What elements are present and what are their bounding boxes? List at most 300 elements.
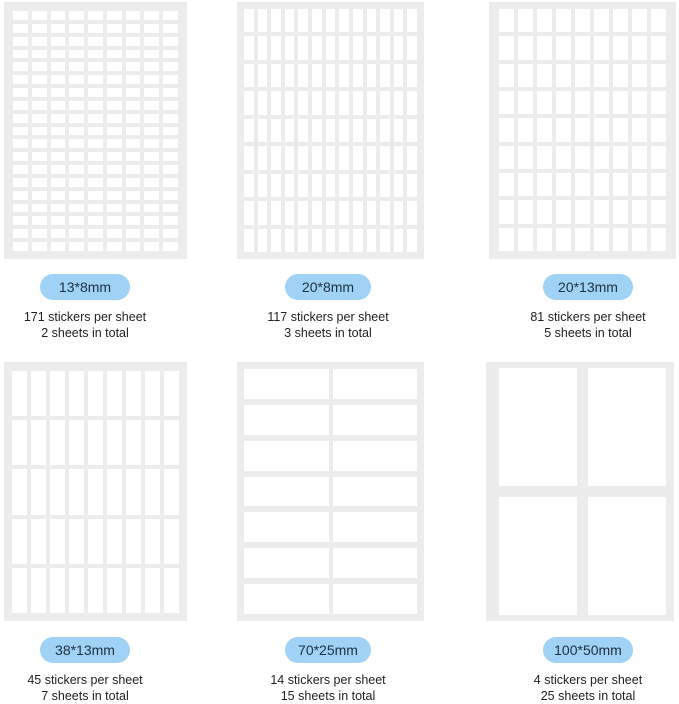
sticker-label bbox=[518, 228, 533, 251]
sticker-label bbox=[145, 371, 160, 416]
sticker-label bbox=[51, 24, 66, 33]
sticker-label bbox=[144, 165, 159, 174]
sticker-label bbox=[556, 36, 571, 59]
sticker-label bbox=[144, 24, 159, 33]
sticker-label bbox=[537, 36, 552, 59]
sticker-label bbox=[107, 127, 122, 136]
sticker-label bbox=[244, 9, 254, 32]
sticker-label bbox=[107, 139, 122, 148]
sticker-label bbox=[380, 229, 390, 252]
sticker-label bbox=[271, 229, 281, 252]
stickers-per-sheet-text: 45 stickers per sheet bbox=[27, 673, 143, 687]
sticker-label bbox=[407, 201, 417, 224]
sticker-label bbox=[88, 24, 103, 33]
sticker-label bbox=[326, 36, 336, 59]
sticker-label bbox=[144, 11, 159, 20]
sticker-label bbox=[271, 201, 281, 224]
sticker-label bbox=[594, 36, 609, 59]
sticker-label bbox=[88, 114, 103, 123]
sticker-label bbox=[594, 9, 609, 32]
sticker-label bbox=[126, 62, 141, 71]
sticker-label bbox=[13, 62, 28, 71]
sticker-label bbox=[69, 62, 84, 71]
sticker-label bbox=[88, 62, 103, 71]
sticker-label bbox=[107, 50, 122, 59]
sticker-label bbox=[163, 204, 178, 213]
sticker-label bbox=[632, 91, 647, 114]
sticker-label bbox=[380, 174, 390, 197]
sticker-label bbox=[163, 216, 178, 225]
sticker-label bbox=[69, 139, 84, 148]
sticker-label bbox=[407, 36, 417, 59]
sticker-label bbox=[69, 75, 84, 84]
sticker-label bbox=[271, 119, 281, 142]
sticker-label bbox=[298, 229, 308, 252]
sticker-label bbox=[69, 50, 84, 59]
sticker-label bbox=[333, 512, 418, 542]
sticker-label bbox=[88, 420, 103, 465]
sticker-label bbox=[51, 62, 66, 71]
sticker-label bbox=[107, 568, 122, 613]
sticker-label bbox=[88, 165, 103, 174]
sticker-label bbox=[518, 173, 533, 196]
sticker-label bbox=[518, 146, 533, 169]
sticker-label bbox=[285, 119, 295, 142]
sheets-in-total-text: 5 sheets in total bbox=[544, 326, 632, 340]
sticker-label bbox=[298, 91, 308, 114]
sticker-label bbox=[13, 178, 28, 187]
sticker-label bbox=[499, 91, 514, 114]
sticker-label bbox=[353, 9, 363, 32]
sticker-label bbox=[50, 519, 65, 564]
sticker-label bbox=[144, 191, 159, 200]
sticker-label bbox=[163, 178, 178, 187]
sticker-label bbox=[651, 91, 666, 114]
sticker-label bbox=[353, 64, 363, 87]
sticker-label bbox=[163, 50, 178, 59]
sticker-label bbox=[394, 64, 404, 87]
sticker-label bbox=[258, 201, 268, 224]
sticker-label bbox=[353, 36, 363, 59]
sticker-label bbox=[537, 173, 552, 196]
sticker-label bbox=[298, 9, 308, 32]
size-badge-20x8: 20*8mm bbox=[285, 274, 371, 300]
sticker-label bbox=[12, 469, 27, 514]
sticker-label bbox=[333, 369, 418, 399]
sticker-label bbox=[537, 146, 552, 169]
sticker-label bbox=[69, 216, 84, 225]
sticker-label bbox=[144, 242, 159, 251]
sticker-label bbox=[339, 146, 349, 169]
sticker-label bbox=[575, 173, 590, 196]
sticker-label bbox=[144, 139, 159, 148]
sticker-label bbox=[88, 469, 103, 514]
sticker-label bbox=[367, 91, 377, 114]
sticker-label bbox=[537, 91, 552, 114]
sticker-label bbox=[380, 36, 390, 59]
sticker-label bbox=[126, 191, 141, 200]
sticker-label bbox=[298, 146, 308, 169]
sticker-label bbox=[326, 229, 336, 252]
sticker-label bbox=[88, 191, 103, 200]
sticker-label bbox=[32, 127, 47, 136]
sticker-label bbox=[12, 371, 27, 416]
sticker-label bbox=[326, 91, 336, 114]
sticker-label bbox=[126, 101, 141, 110]
sticker-label bbox=[69, 11, 84, 20]
sticker-label bbox=[107, 62, 122, 71]
sticker-label bbox=[144, 229, 159, 238]
sticker-label bbox=[126, 114, 141, 123]
sticker-label bbox=[69, 229, 84, 238]
sticker-label bbox=[632, 173, 647, 196]
size-badge-100x50: 100*50mm bbox=[543, 637, 633, 663]
sticker-label bbox=[32, 204, 47, 213]
sticker-label bbox=[144, 50, 159, 59]
sticker-label bbox=[632, 36, 647, 59]
sticker-label bbox=[244, 405, 329, 435]
sticker-label bbox=[69, 24, 84, 33]
sticker-label bbox=[244, 477, 329, 507]
sticker-label bbox=[126, 152, 141, 161]
sticker-label bbox=[126, 139, 141, 148]
sticker-label bbox=[394, 229, 404, 252]
sticker-label bbox=[107, 114, 122, 123]
sticker-label bbox=[126, 242, 141, 251]
sticker-label bbox=[258, 91, 268, 114]
sticker-label bbox=[107, 11, 122, 20]
sticker-label bbox=[51, 50, 66, 59]
sticker-label bbox=[326, 64, 336, 87]
caption-70x25 bbox=[215, 672, 441, 704]
sticker-label bbox=[339, 64, 349, 87]
sheets-in-total-text: 15 sheets in total bbox=[280, 689, 376, 703]
sticker-label bbox=[556, 118, 571, 141]
sticker-label bbox=[537, 64, 552, 87]
sticker-label bbox=[51, 88, 66, 97]
sticker-label bbox=[339, 36, 349, 59]
sticker-label bbox=[32, 11, 47, 20]
sticker-label bbox=[32, 152, 47, 161]
sticker-label bbox=[31, 519, 46, 564]
sticker-label bbox=[594, 228, 609, 251]
sticker-label bbox=[556, 146, 571, 169]
sticker-label bbox=[32, 229, 47, 238]
sticker-label bbox=[575, 9, 590, 32]
sticker-label bbox=[50, 420, 65, 465]
sticker-label bbox=[144, 75, 159, 84]
sticker-label bbox=[144, 178, 159, 187]
sticker-label bbox=[326, 201, 336, 224]
sticker-label bbox=[88, 127, 103, 136]
sticker-label bbox=[144, 62, 159, 71]
sticker-label bbox=[271, 146, 281, 169]
sticker-label bbox=[163, 165, 178, 174]
sticker-label bbox=[13, 75, 28, 84]
sticker-label bbox=[163, 62, 178, 71]
sticker-label bbox=[353, 229, 363, 252]
sticker-label bbox=[88, 37, 103, 46]
sticker-label bbox=[244, 91, 254, 114]
sticker-label bbox=[13, 37, 28, 46]
caption-13x8 bbox=[0, 309, 198, 341]
sticker-label bbox=[651, 228, 666, 251]
sticker-label bbox=[88, 568, 103, 613]
sticker-label bbox=[126, 420, 141, 465]
sticker-label bbox=[339, 229, 349, 252]
sticker-label bbox=[163, 24, 178, 33]
sticker-label bbox=[575, 64, 590, 87]
sticker-label bbox=[394, 201, 404, 224]
sticker-label bbox=[556, 173, 571, 196]
sticker-label bbox=[339, 119, 349, 142]
sticker-label bbox=[163, 191, 178, 200]
sticker-label bbox=[588, 497, 666, 615]
sticker-label bbox=[164, 420, 179, 465]
sticker-label bbox=[594, 118, 609, 141]
stickers-per-sheet-text: 117 stickers per sheet bbox=[267, 310, 389, 324]
sticker-label bbox=[499, 200, 514, 223]
sticker-label bbox=[518, 64, 533, 87]
caption-20x13 bbox=[475, 309, 679, 341]
sticker-label bbox=[126, 165, 141, 174]
sticker-label bbox=[499, 368, 577, 486]
sticker-label bbox=[32, 62, 47, 71]
sticker-label bbox=[613, 173, 628, 196]
sticker-label bbox=[107, 229, 122, 238]
sticker-label bbox=[258, 119, 268, 142]
sticker-label bbox=[244, 229, 254, 252]
sticker-label bbox=[88, 229, 103, 238]
sticker-label bbox=[285, 174, 295, 197]
sticker-label bbox=[339, 91, 349, 114]
sticker-label bbox=[380, 91, 390, 114]
sticker-label bbox=[32, 88, 47, 97]
sticker-label bbox=[632, 228, 647, 251]
sticker-label bbox=[613, 118, 628, 141]
sticker-label bbox=[13, 50, 28, 59]
sticker-label bbox=[163, 37, 178, 46]
sticker-label bbox=[32, 101, 47, 110]
stickers-per-sheet-text: 14 stickers per sheet bbox=[270, 673, 386, 687]
sticker-label bbox=[126, 11, 141, 20]
sticker-label bbox=[126, 75, 141, 84]
sticker-label bbox=[32, 37, 47, 46]
sticker-label bbox=[312, 36, 322, 59]
sticker-label bbox=[258, 64, 268, 87]
stickers-per-sheet-text: 81 stickers per sheet bbox=[530, 310, 646, 324]
sticker-label bbox=[499, 36, 514, 59]
sticker-label bbox=[88, 139, 103, 148]
sticker-label bbox=[13, 204, 28, 213]
sticker-label bbox=[651, 146, 666, 169]
sticker-label bbox=[13, 139, 28, 148]
sticker-label bbox=[164, 469, 179, 514]
size-badge-13x8: 13*8mm bbox=[40, 274, 130, 300]
sticker-label bbox=[407, 229, 417, 252]
sticker-label bbox=[312, 119, 322, 142]
sticker-label bbox=[107, 178, 122, 187]
sticker-sheet-38x13 bbox=[4, 362, 187, 621]
sticker-label bbox=[50, 469, 65, 514]
sticker-label bbox=[613, 9, 628, 32]
sticker-label bbox=[258, 36, 268, 59]
sticker-label bbox=[394, 146, 404, 169]
sticker-label bbox=[407, 91, 417, 114]
sticker-label bbox=[333, 584, 418, 614]
sticker-label bbox=[380, 64, 390, 87]
sticker-label bbox=[13, 229, 28, 238]
sticker-label bbox=[145, 469, 160, 514]
sticker-label bbox=[163, 242, 178, 251]
sticker-label bbox=[69, 152, 84, 161]
sticker-label bbox=[367, 36, 377, 59]
sticker-label bbox=[69, 88, 84, 97]
sheets-in-total-text: 2 sheets in total bbox=[41, 326, 129, 340]
sticker-label bbox=[613, 64, 628, 87]
sticker-label bbox=[518, 118, 533, 141]
sticker-label bbox=[575, 200, 590, 223]
sticker-label bbox=[88, 519, 103, 564]
sticker-label bbox=[69, 519, 84, 564]
sticker-label bbox=[271, 174, 281, 197]
sticker-label bbox=[51, 101, 66, 110]
sticker-label bbox=[312, 91, 322, 114]
sticker-label bbox=[13, 216, 28, 225]
sticker-label bbox=[88, 50, 103, 59]
sticker-label bbox=[271, 36, 281, 59]
sticker-label bbox=[107, 420, 122, 465]
sticker-label bbox=[518, 36, 533, 59]
sticker-label bbox=[394, 174, 404, 197]
sticker-label bbox=[88, 178, 103, 187]
sticker-label bbox=[51, 75, 66, 84]
sticker-label bbox=[407, 9, 417, 32]
sticker-label bbox=[367, 9, 377, 32]
sticker-label bbox=[107, 469, 122, 514]
caption-20x8 bbox=[215, 309, 441, 341]
sticker-sheet-100x50 bbox=[486, 362, 674, 621]
sticker-label bbox=[556, 64, 571, 87]
size-badge-20x13: 20*13mm bbox=[543, 274, 633, 300]
sticker-label bbox=[164, 568, 179, 613]
sticker-label bbox=[594, 173, 609, 196]
sticker-label bbox=[367, 174, 377, 197]
sticker-label bbox=[298, 119, 308, 142]
sticker-label bbox=[50, 371, 65, 416]
sticker-label bbox=[107, 216, 122, 225]
sticker-label bbox=[51, 127, 66, 136]
sticker-label bbox=[244, 201, 254, 224]
sticker-label bbox=[394, 119, 404, 142]
sticker-label bbox=[258, 174, 268, 197]
sticker-label bbox=[380, 201, 390, 224]
sticker-label bbox=[145, 519, 160, 564]
sticker-label bbox=[588, 368, 666, 486]
caption-38x13 bbox=[0, 672, 198, 704]
sheets-in-total-text: 3 sheets in total bbox=[284, 326, 372, 340]
sticker-label bbox=[258, 229, 268, 252]
sticker-label bbox=[88, 11, 103, 20]
sticker-label bbox=[285, 36, 295, 59]
sticker-label bbox=[163, 101, 178, 110]
sticker-label bbox=[144, 127, 159, 136]
sticker-label bbox=[88, 204, 103, 213]
sticker-label bbox=[575, 36, 590, 59]
sticker-label bbox=[69, 420, 84, 465]
sticker-sheet-20x8 bbox=[237, 2, 424, 259]
sticker-label bbox=[51, 242, 66, 251]
sticker-label bbox=[333, 405, 418, 435]
sticker-label bbox=[575, 146, 590, 169]
sticker-label bbox=[163, 127, 178, 136]
sticker-label bbox=[13, 24, 28, 33]
sticker-label bbox=[556, 9, 571, 32]
sticker-label bbox=[69, 242, 84, 251]
sticker-label bbox=[244, 369, 329, 399]
sticker-label bbox=[499, 118, 514, 141]
sticker-label bbox=[298, 201, 308, 224]
sticker-label bbox=[407, 64, 417, 87]
sticker-label bbox=[298, 64, 308, 87]
sticker-label bbox=[163, 114, 178, 123]
sticker-label bbox=[380, 146, 390, 169]
sticker-label bbox=[51, 216, 66, 225]
sheets-in-total-text: 7 sheets in total bbox=[41, 689, 129, 703]
sticker-label bbox=[51, 204, 66, 213]
sticker-label bbox=[88, 75, 103, 84]
sticker-label bbox=[518, 91, 533, 114]
sticker-label bbox=[244, 119, 254, 142]
sticker-label bbox=[394, 36, 404, 59]
sticker-label bbox=[13, 88, 28, 97]
sticker-label bbox=[69, 101, 84, 110]
sticker-label bbox=[632, 9, 647, 32]
sticker-label bbox=[126, 469, 141, 514]
sticker-label bbox=[594, 200, 609, 223]
stickers-per-sheet-text: 4 stickers per sheet bbox=[533, 673, 643, 687]
sticker-label bbox=[13, 165, 28, 174]
sticker-label bbox=[298, 174, 308, 197]
sticker-label bbox=[499, 173, 514, 196]
sticker-label bbox=[51, 165, 66, 174]
sticker-label bbox=[145, 420, 160, 465]
sticker-label bbox=[69, 191, 84, 200]
sticker-label bbox=[518, 200, 533, 223]
sticker-label bbox=[298, 36, 308, 59]
sticker-label bbox=[88, 88, 103, 97]
sticker-label bbox=[126, 216, 141, 225]
sticker-label bbox=[107, 75, 122, 84]
sticker-label bbox=[88, 216, 103, 225]
sticker-label bbox=[144, 216, 159, 225]
sticker-label bbox=[312, 146, 322, 169]
sticker-label bbox=[88, 152, 103, 161]
sticker-label bbox=[594, 91, 609, 114]
sticker-label bbox=[258, 146, 268, 169]
sticker-label bbox=[163, 88, 178, 97]
sticker-label bbox=[632, 146, 647, 169]
stickers-per-sheet-text: 171 stickers per sheet bbox=[23, 310, 147, 324]
caption-100x50 bbox=[475, 672, 679, 704]
sticker-label bbox=[380, 9, 390, 32]
sticker-label bbox=[632, 118, 647, 141]
sticker-label bbox=[394, 91, 404, 114]
sticker-label bbox=[107, 165, 122, 174]
sticker-label bbox=[556, 228, 571, 251]
sticker-label bbox=[88, 242, 103, 251]
sticker-label bbox=[575, 118, 590, 141]
